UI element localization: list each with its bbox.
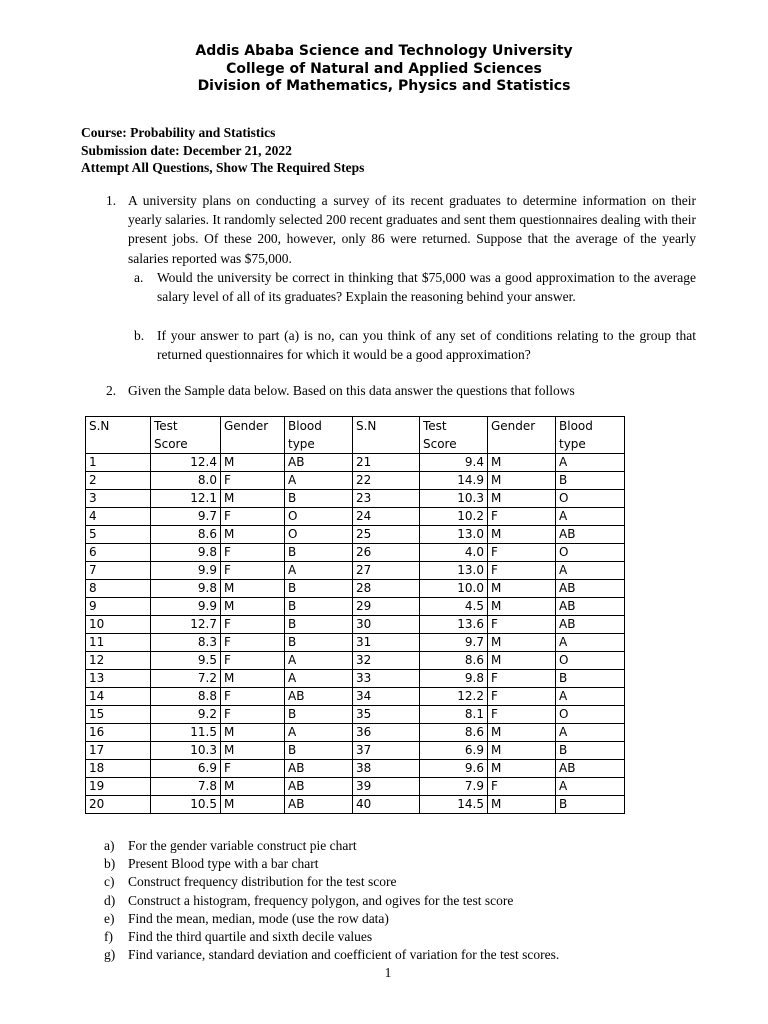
table-cell: M (221, 580, 285, 598)
table-cell: O (556, 652, 625, 670)
question-item (104, 928, 372, 946)
table-cell: B (285, 742, 353, 760)
table-cell: A (285, 472, 353, 490)
question-label: g) (104, 947, 116, 963)
table-cell: 8 (86, 580, 151, 598)
table-cell: 9.5 (151, 652, 221, 670)
table-cell: 10.0 (420, 580, 488, 598)
table-cell: F (488, 688, 556, 706)
table-header-text: Blood (559, 419, 593, 433)
table-cell: 12.7 (151, 616, 221, 634)
table-cell: 4.0 (420, 544, 488, 562)
table-cell: B (285, 706, 353, 724)
table-cell: F (221, 472, 285, 490)
question-text: For the gender variable construct pie chart (128, 838, 357, 853)
table-cell: 8.6 (420, 724, 488, 742)
table-header-text: type (288, 437, 315, 451)
table-cell: 13.6 (420, 616, 488, 634)
table-header-cell (353, 417, 420, 454)
q1b-label: b. (134, 328, 145, 343)
table-cell: 14.5 (420, 796, 488, 814)
table-cell: M (488, 742, 556, 760)
table-cell: A (556, 562, 625, 580)
q1b-text: If your answer to part (a) is no, can you think of any set of conditions relating to the group that returned questionnaires for which it would be a good approximation? (157, 328, 696, 363)
table-cell: O (556, 706, 625, 724)
table-cell: 39 (353, 778, 420, 796)
table-cell: 23 (353, 490, 420, 508)
table-cell: 13 (86, 670, 151, 688)
table-header-cell (285, 417, 353, 454)
table-row (86, 508, 625, 526)
table-cell: AB (556, 580, 625, 598)
table-cell: 14.9 (420, 472, 488, 490)
table-cell: 14 (86, 688, 151, 706)
table-row (86, 742, 625, 760)
table-row (86, 490, 625, 508)
question-text: Construct a histogram, frequency polygon, and ogives for the test score (128, 892, 514, 908)
table-cell: M (488, 598, 556, 616)
table-row (86, 616, 625, 634)
table-cell: 8.0 (151, 472, 221, 490)
question-item (104, 892, 513, 910)
table-row (86, 580, 625, 598)
table-cell: 3 (86, 490, 151, 508)
table-row (86, 724, 625, 742)
table-cell: AB (285, 454, 353, 472)
table-cell: 21 (353, 454, 420, 472)
table-cell: B (556, 796, 625, 814)
instruction-line: Attempt All Questions, Show The Required Steps (81, 160, 365, 175)
question-item (104, 946, 559, 964)
table-cell: 7.9 (420, 778, 488, 796)
table-cell: A (556, 634, 625, 652)
table-cell: O (556, 544, 625, 562)
table-cell: F (221, 562, 285, 580)
table-cell: 8.1 (420, 706, 488, 724)
table-cell: M (221, 724, 285, 742)
table-cell: 6 (86, 544, 151, 562)
question-label: c) (104, 874, 115, 890)
table-cell: 8.8 (151, 688, 221, 706)
table-cell: F (221, 544, 285, 562)
table-cell: 38 (353, 760, 420, 778)
table-header-cell (151, 417, 221, 454)
table-header-text: Score (423, 437, 457, 451)
table-cell: A (556, 454, 625, 472)
table-header-cell (556, 417, 625, 454)
table-cell: F (488, 562, 556, 580)
table-cell: O (556, 490, 625, 508)
table-cell: 13.0 (420, 526, 488, 544)
table-cell: 35 (353, 706, 420, 724)
table-row (86, 688, 625, 706)
table-cell: 7.8 (151, 778, 221, 796)
table-cell: 9.7 (151, 508, 221, 526)
table-cell: M (221, 598, 285, 616)
table-row (86, 454, 625, 472)
question-text: Find variance, standard deviation and coefficient of variation for the test scores. (128, 947, 560, 963)
table-cell: M (221, 778, 285, 796)
table-cell: A (556, 724, 625, 742)
table-cell: B (285, 490, 353, 508)
table-cell: 12.2 (420, 688, 488, 706)
table-cell: M (488, 580, 556, 598)
table-cell: M (488, 724, 556, 742)
table-cell: 33 (353, 670, 420, 688)
table-cell: F (488, 616, 556, 634)
table-cell: 37 (353, 742, 420, 760)
table-cell: 12.4 (151, 454, 221, 472)
table-cell: F (488, 706, 556, 724)
table-cell: 25 (353, 526, 420, 544)
table-cell: AB (285, 760, 353, 778)
q1-text: A university plans on conducting a survey of its recent graduates to determine information on their yearly salaries. It randomly selected 200 recent graduates and sent them questionnaires dealing with their present jobs. Of these 200, however, only 86 were returned. Suppose that the average of the yearly salaries reported was $75,000. (128, 193, 696, 266)
table-row (86, 634, 625, 652)
table-row (86, 778, 625, 796)
table-cell: M (488, 490, 556, 508)
table-header-cell (86, 417, 151, 454)
table-cell: B (285, 616, 353, 634)
table-header-text: Gender (491, 419, 536, 433)
table-header-text: Blood (288, 419, 322, 433)
table-row (86, 796, 625, 814)
table-cell: M (488, 472, 556, 490)
table-header-text: Gender (224, 419, 269, 433)
table-cell: 8.3 (151, 634, 221, 652)
table-cell: F (221, 634, 285, 652)
table-cell: 18 (86, 760, 151, 778)
table-cell: A (556, 688, 625, 706)
table-cell: 9.4 (420, 454, 488, 472)
table-cell: A (285, 652, 353, 670)
table-header-cell (420, 417, 488, 454)
table-cell: 36 (353, 724, 420, 742)
table-cell: 9.9 (151, 598, 221, 616)
table-cell: B (556, 742, 625, 760)
table-cell: M (488, 796, 556, 814)
table-cell: 24 (353, 508, 420, 526)
question-item (104, 910, 389, 928)
table-header-text: Score (154, 437, 188, 451)
table-cell: 34 (353, 688, 420, 706)
table-row (86, 472, 625, 490)
table-cell: F (221, 508, 285, 526)
table-cell: 2 (86, 472, 151, 490)
table-cell: 19 (86, 778, 151, 796)
table-cell: B (285, 634, 353, 652)
table-cell: M (221, 670, 285, 688)
question-label: b) (104, 856, 116, 872)
table-cell: 9.8 (151, 544, 221, 562)
question-text: Construct frequency distribution for the test score (128, 874, 397, 890)
table-cell: 9.9 (151, 562, 221, 580)
q1a-label: a. (134, 270, 144, 285)
table-cell: M (488, 526, 556, 544)
table-cell: B (285, 580, 353, 598)
table-row (86, 562, 625, 580)
table-cell: A (556, 778, 625, 796)
table-cell: 9.7 (420, 634, 488, 652)
table-cell: F (488, 670, 556, 688)
table-cell: A (285, 562, 353, 580)
table-header-row (86, 417, 625, 454)
table-cell: 22 (353, 472, 420, 490)
question-text: Find the third quartile and sixth decile values (128, 929, 373, 944)
table-cell: 10.3 (151, 742, 221, 760)
table-cell: 6.9 (151, 760, 221, 778)
sample-data-table (85, 416, 625, 814)
table-cell: M (488, 760, 556, 778)
table-cell: 29 (353, 598, 420, 616)
table-cell: 4.5 (420, 598, 488, 616)
table-cell: A (285, 670, 353, 688)
table-cell: 10.3 (420, 490, 488, 508)
question-text: Find the mean, median, mode (use the row data) (128, 910, 389, 926)
table-row (86, 526, 625, 544)
table-cell: 40 (353, 796, 420, 814)
table-header-text: Test (423, 419, 447, 433)
table-cell: A (556, 508, 625, 526)
table-cell: M (488, 652, 556, 670)
table-cell: M (488, 454, 556, 472)
table-cell: 10 (86, 616, 151, 634)
submission-line: Submission date: December 21, 2022 (81, 143, 292, 158)
table-cell: O (285, 508, 353, 526)
table-cell: 30 (353, 616, 420, 634)
table-cell: 20 (86, 796, 151, 814)
table-cell: AB (556, 526, 625, 544)
question-label: a) (104, 838, 115, 853)
question-item (104, 855, 318, 873)
university-title: Addis Ababa Science and Technology University (195, 43, 573, 59)
table-row (86, 598, 625, 616)
table-cell: M (221, 796, 285, 814)
table-cell: AB (285, 688, 353, 706)
table-header-text (356, 435, 416, 453)
table-cell: 5 (86, 526, 151, 544)
table-cell: 4 (86, 508, 151, 526)
table-cell: F (221, 616, 285, 634)
table-cell: B (556, 670, 625, 688)
table-cell: 9 (86, 598, 151, 616)
college-title: College of Natural and Applied Sciences (226, 61, 542, 77)
table-row (86, 670, 625, 688)
table-cell: 12.1 (151, 490, 221, 508)
table-cell: F (221, 652, 285, 670)
table-cell: F (488, 508, 556, 526)
q2-number: 2. (106, 383, 117, 398)
table-cell: 7.2 (151, 670, 221, 688)
table-cell: O (285, 526, 353, 544)
table-cell: M (221, 454, 285, 472)
table-cell: 26 (353, 544, 420, 562)
table-row (86, 760, 625, 778)
table-header-cell (221, 417, 285, 454)
table-header-text: Test (154, 419, 178, 433)
table-cell: M (221, 742, 285, 760)
table-cell: 8.6 (151, 526, 221, 544)
q1a-text: Would the university be correct in thinking that $75,000 was a good approximation to the average salary level of all of its graduates? Explain the reasoning behind your answer. (157, 270, 696, 305)
question-label: f) (104, 929, 113, 944)
table-row (86, 652, 625, 670)
table-cell: M (488, 634, 556, 652)
table-row (86, 706, 625, 724)
table-cell: F (488, 778, 556, 796)
table-header-text: S.N (356, 419, 377, 433)
question-text: Present Blood type with a bar chart (128, 856, 319, 872)
table-cell: A (285, 724, 353, 742)
table-cell: 31 (353, 634, 420, 652)
table-cell: M (221, 526, 285, 544)
table-cell: 11.5 (151, 724, 221, 742)
table-cell: 15 (86, 706, 151, 724)
table-cell: AB (285, 796, 353, 814)
table-cell: AB (556, 760, 625, 778)
question-item (104, 873, 396, 891)
table-header-text (491, 435, 552, 453)
table-cell: AB (556, 616, 625, 634)
table-cell: B (285, 544, 353, 562)
table-header-text (89, 435, 147, 453)
table-row (86, 544, 625, 562)
table-cell: 7 (86, 562, 151, 580)
table-cell: 6.9 (420, 742, 488, 760)
table-header-text (224, 435, 281, 453)
table-cell: M (221, 490, 285, 508)
table-cell: 10.2 (420, 508, 488, 526)
table-cell: 17 (86, 742, 151, 760)
table-cell: 12 (86, 652, 151, 670)
table-cell: 1 (86, 454, 151, 472)
table-header-text: type (559, 437, 586, 451)
table-cell: 16 (86, 724, 151, 742)
table-cell: F (221, 706, 285, 724)
table-cell: 9.6 (420, 760, 488, 778)
table-cell: 28 (353, 580, 420, 598)
table-cell: AB (556, 598, 625, 616)
table-cell: 13.0 (420, 562, 488, 580)
table-header-text: S.N (89, 419, 110, 433)
table-cell: 8.6 (420, 652, 488, 670)
question-label: e) (104, 910, 115, 926)
table-cell: F (221, 688, 285, 706)
q1-number: 1. (106, 193, 117, 208)
page-number: 1 (384, 965, 392, 980)
table-cell: 9.8 (420, 670, 488, 688)
table-cell: F (488, 544, 556, 562)
table-cell: F (221, 760, 285, 778)
question-label: d) (104, 892, 116, 908)
table-cell: 11 (86, 634, 151, 652)
question-item (104, 837, 357, 855)
table-cell: 9.2 (151, 706, 221, 724)
course-line: Course: Probability and Statistics (81, 125, 276, 140)
table-cell: 27 (353, 562, 420, 580)
table-cell: AB (285, 778, 353, 796)
table-header-cell (488, 417, 556, 454)
table-cell: 32 (353, 652, 420, 670)
division-title: Division of Mathematics, Physics and Statistics (197, 78, 571, 94)
table-cell: B (556, 472, 625, 490)
table-cell: 10.5 (151, 796, 221, 814)
table-cell: B (285, 598, 353, 616)
q2-text: Given the Sample data below. Based on this data answer the questions that follows (128, 383, 575, 398)
table-cell: 9.8 (151, 580, 221, 598)
